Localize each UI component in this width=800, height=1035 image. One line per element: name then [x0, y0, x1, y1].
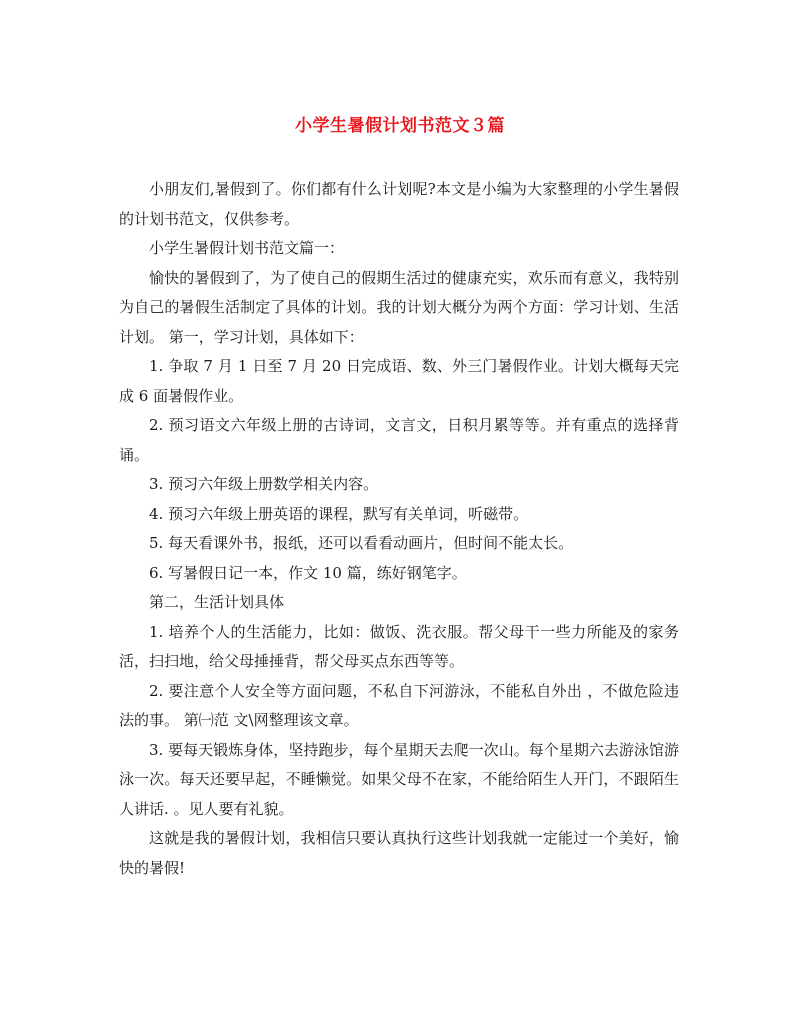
paragraph-conclusion: 这就是我的暑假计划，我相信只要认真执行这些计划我就一定能过一个美好，愉快的暑假!	[119, 829, 679, 877]
paragraph-life-heading: 第二，生活计划具体	[149, 593, 285, 611]
paragraph-life-item-2: 2. 要注意个人安全等方面问题，不私自下河游泳，不能私自外出 ，不做危险违法的事。 第㈠范 文\网整理该文章。	[119, 681, 679, 729]
paragraph-intro: 小朋友们,暑假到了。你们都有什么计划呢?本文是小编为大家整理的小学生暑假的计划书范文，仅供参考。	[119, 180, 679, 228]
paragraph-study-item-6: 6. 写暑假日记一本，作文 10 篇，练好钢笔字。	[149, 563, 467, 582]
paragraph-life-item-3: 3. 要每天锻炼身体，坚持跑步，每个星期天去爬一次山。每个星期六去游泳馆游泳一次。每天还要早起，不睡懒觉。如果父母不在家，不能给陌生人开门，不跟陌生人讲话. 。见人要有礼貌。	[119, 740, 679, 818]
paragraph-section-heading: 小学生暑假计划书范文篇一：	[149, 239, 345, 257]
paragraph-study-item-5: 5. 每天看课外书，报纸，还可以看看动画片，但时间不能太长。	[149, 534, 574, 552]
paragraph-life-item-1: 1. 培养个人的生活能力，比如：做饭、洗衣服。帮父母干一些力所能及的家务活，扫扫地，给父母捶捶背，帮父母买点东西等等。	[119, 622, 679, 670]
paragraph-study-item-1: 1. 争取 7 月 1 日至 7 月 20 日完成语、数、外三门暑假作业。计划大概每天完成 6 面暑假作业。	[119, 357, 679, 405]
paragraph-plan-overview: 愉快的暑假到了，为了使自己的假期生活过的健康充实，欢乐而有意义，我特别为自己的暑假生活制定了具体的计划。我的计划大概分为两个方面：学习计划、生活计划。 第一，学习计划，具体如下：	[119, 268, 679, 346]
paragraph-study-item-3: 3. 预习六年级上册数学相关内容。	[149, 475, 379, 493]
document-body	[119, 175, 679, 883]
document-title: 小学生暑假计划书范文３篇	[295, 116, 505, 136]
paragraph-study-item-4: 4. 预习六年级上册英语的课程，默写有关单词，听磁带。	[149, 504, 529, 523]
paragraph-study-item-2: 2. 预习语文六年级上册的古诗词，文言文，日积月累等等。并有重点的选择背诵。	[119, 416, 679, 464]
